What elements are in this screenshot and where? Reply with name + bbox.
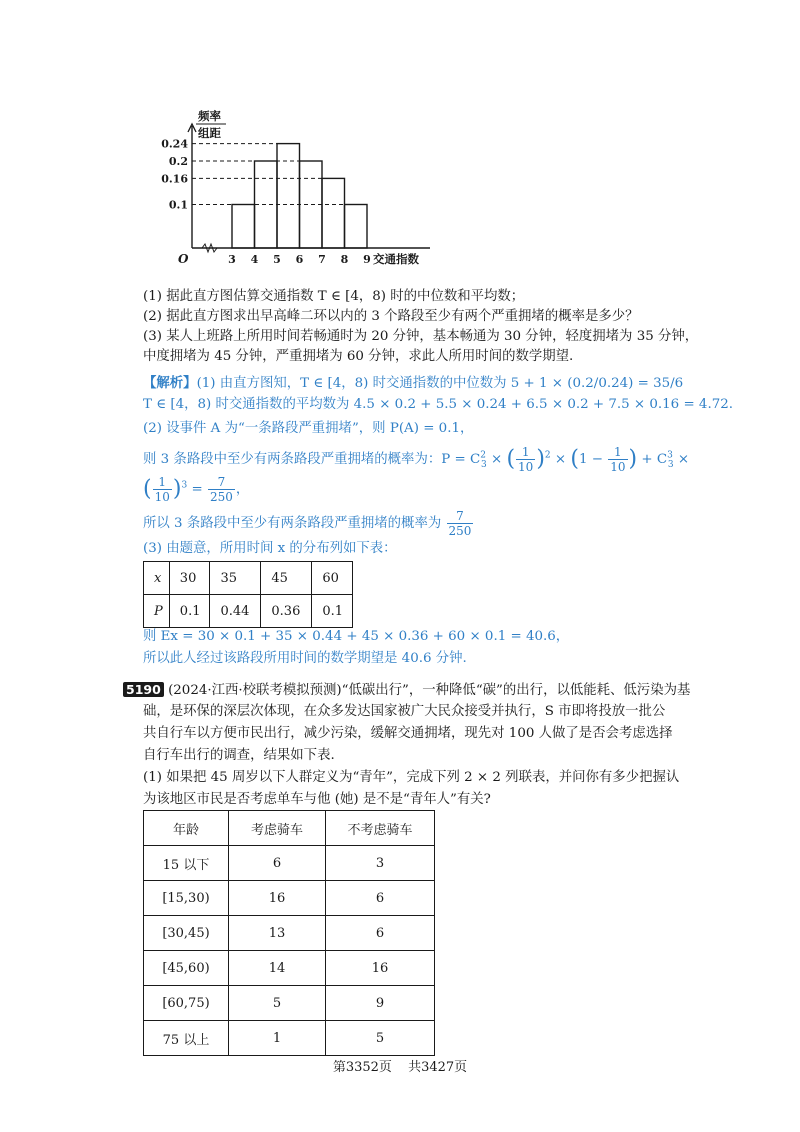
- page-number: 第3352页: [332, 1060, 392, 1075]
- question-3b: 中度拥堵为 45 分钟，严重拥堵为 60 分钟，求此人所用时间的数学期望.: [143, 349, 574, 364]
- table-cell: [30,45): [144, 916, 229, 951]
- comb-sup-1: 2: [480, 450, 486, 461]
- fraction-1-10-c: [153, 476, 172, 503]
- origin-label: O: [178, 252, 189, 266]
- solution-conclusion-2: [143, 510, 474, 537]
- solution-tag: 【解析】: [143, 375, 197, 391]
- table-cell: [45,60): [144, 951, 229, 986]
- table-cell: 45: [261, 562, 312, 595]
- solution-probability-line-2: [143, 476, 249, 503]
- solution-expectation: 则 Ex = 30 × 0.1 + 35 × 0.44 + 45 × 0.36 + 60 × 0.1 = 40.6，: [143, 629, 570, 644]
- solution-step-3: (3) 由题意，所用时间 x 的分布列如下表：: [143, 541, 397, 556]
- y-axis-label-top: 频率: [198, 109, 221, 123]
- times-3: ×: [673, 452, 690, 467]
- table-cell: 0.1: [169, 595, 210, 628]
- frac3-num: 7: [447, 510, 474, 524]
- table-cell: 6: [326, 916, 435, 951]
- y-axis-label-bottom: 组距: [198, 126, 221, 140]
- table-cell: 6: [229, 846, 326, 881]
- histogram-bar: [232, 205, 255, 249]
- times-1: ×: [486, 452, 507, 467]
- plus-c: + C: [637, 452, 668, 467]
- square-sup: 2: [544, 450, 551, 461]
- comb-sub-2: 3: [667, 459, 674, 470]
- problem2-question-1b: 为该地区市民是否考虑单车与他 (她) 是不是“青年人”有关?: [143, 792, 491, 807]
- solution-median: (1) 由直方图知，T ∈ [4，8) 时交通指数的中位数为 5 + 1 × (0.2/0.24) = 35/6: [196, 376, 684, 391]
- table-cell: 35: [210, 562, 261, 595]
- table-header-row: [144, 811, 435, 846]
- table-cell: 15 以下: [144, 846, 229, 881]
- table-cell: 6: [326, 881, 435, 916]
- y-tick-label: 0.1: [168, 198, 188, 212]
- table-cell: 30: [169, 562, 210, 595]
- y-tick-label: 0.24: [161, 137, 188, 151]
- table-cell: 16: [326, 951, 435, 986]
- table-header: 考虑骑车: [229, 811, 326, 846]
- y-tick-label: 0.16: [161, 172, 188, 186]
- x-tick-label: 8: [340, 253, 349, 266]
- table-row: [144, 1021, 435, 1056]
- solution-event-a: (2) 设事件 A 为“一条路段严重拥堵”，则 P(A) = 0.1，: [143, 421, 474, 436]
- x-axis-label: 交通指数: [373, 252, 419, 266]
- x-tick-label: 6: [295, 253, 304, 266]
- problem2-question-1a: (1) 如果把 45 周岁以下人群定义为“青年”，完成下列 2 × 2 列联表，并问你有多少把握认: [143, 770, 680, 785]
- table-cell: 9: [326, 986, 435, 1021]
- x-tick-label: 3: [228, 253, 236, 266]
- frac-num-c: 1: [153, 476, 172, 490]
- fraction-7-250: [208, 476, 235, 503]
- problem2-line-3: 共自行车以方便市民出行，减少污染，缓解交通拥堵，现先对 100 人做了是否会考虑选择: [143, 726, 673, 741]
- distribution-table: [143, 561, 353, 628]
- problem2-line-1: [123, 681, 690, 700]
- x-tick-label: 4: [250, 253, 259, 266]
- problem2-text-1: (2024·江西·校联考模拟预测)“低碳出行”，一种降低“碳”的出行，以低能耗、低污染为基: [168, 683, 691, 698]
- table-cell: [60,75): [144, 986, 229, 1021]
- histogram-bar: [322, 178, 345, 248]
- page-total: 共3427页: [408, 1060, 468, 1075]
- table-cell: 0.36: [261, 595, 312, 628]
- survey-table: [143, 810, 435, 1056]
- table-cell: 0.44: [210, 595, 261, 628]
- cube-sup: 3: [181, 480, 188, 491]
- question-1: (1) 据此直方图估算交通指数 T ∈ [4，8) 时的中位数和平均数；: [143, 289, 525, 304]
- paren-close-3: ): [172, 476, 182, 502]
- table-row: [144, 951, 435, 986]
- y-tick-label: 0.2: [168, 155, 188, 168]
- table-cell: 14: [229, 951, 326, 986]
- equals: =: [187, 482, 207, 497]
- table-cell: 16: [229, 881, 326, 916]
- table-row: [144, 595, 353, 628]
- comb-sub-1: 3: [480, 459, 487, 470]
- frac-num-b: 1: [608, 446, 627, 460]
- histogram-bar: [277, 144, 300, 248]
- table-cell: 5: [229, 986, 326, 1021]
- paren-open-3: (: [143, 476, 152, 502]
- x-tick-label: 7: [318, 253, 326, 266]
- question-3a: (3) 某人上班路上所用时间若畅通时为 20 分钟，基本畅通为 30 分钟，轻度拥堵为 35 分钟，: [143, 329, 699, 344]
- paren-open: (: [506, 446, 516, 472]
- histogram-chart: [160, 108, 440, 268]
- fraction-1-10: [516, 446, 535, 473]
- table-cell: [15,30): [144, 881, 229, 916]
- page-footer: [0, 1056, 800, 1075]
- x-tick-label: 5: [273, 253, 281, 266]
- table-row: [144, 881, 435, 916]
- table-cell: 0.1: [312, 595, 353, 628]
- one-minus: 1 −: [578, 452, 608, 467]
- frac2-den: 250: [209, 490, 233, 504]
- frac-num: 1: [516, 446, 535, 460]
- fraction-1-10-b: [608, 446, 627, 473]
- times-2: ×: [550, 452, 571, 467]
- table-cell: 1: [229, 1021, 326, 1056]
- problem2-line-2: 础，是环保的深层次体现，在众多发达国家被广大民众接受并执行，S 市即将投放一批公: [143, 704, 666, 719]
- table-cell: P: [144, 595, 170, 628]
- paren-close-2: ): [628, 446, 638, 472]
- question-2: (2) 据此直方图求出早高峰二环以内的 3 个路段至少有两个严重拥堵的概率是多少？: [143, 309, 639, 324]
- frac-den-b: 10: [610, 460, 626, 474]
- problem2-line-4: 自行车出行的调查，结果如下表.: [143, 748, 335, 763]
- conclusion-text: 所以 3 条路段中至少有两条路段严重拥堵的概率为: [143, 516, 446, 531]
- table-row: [144, 916, 435, 951]
- chart-layer: [161, 109, 430, 266]
- prob-text: 则 3 条路段中至少有两条路段严重拥堵的概率为：P = C: [143, 452, 481, 467]
- solution-line-1: [143, 374, 683, 393]
- solution-probability-line: [143, 446, 689, 474]
- histogram-bar: [345, 205, 368, 249]
- table-cell: x: [144, 562, 170, 595]
- paren-open-2: (: [570, 446, 579, 472]
- solution-conclusion-3: 所以此人经过该路段所用时间的数学期望是 40.6 分钟.: [143, 651, 467, 666]
- table-row: [144, 986, 435, 1021]
- fraction-7-250-b: [447, 510, 474, 537]
- table-cell: 13: [229, 916, 326, 951]
- paren-close: ): [536, 446, 545, 472]
- comb-sup-2: 3: [667, 450, 673, 461]
- frac-den-c: 10: [154, 490, 170, 504]
- table-cell: 75 以上: [144, 1021, 229, 1056]
- comma: ，: [235, 482, 250, 497]
- table-cell: 3: [326, 846, 435, 881]
- table-header: 不考虑骑车: [326, 811, 435, 846]
- x-tick-label: 9: [363, 253, 371, 266]
- table-cell: 5: [326, 1021, 435, 1056]
- problem-number-badge: 5190: [123, 682, 164, 697]
- table-header: 年龄: [144, 811, 229, 846]
- table-row: [144, 562, 353, 595]
- table-cell: 60: [312, 562, 353, 595]
- solution-mean: T ∈ [4，8) 时交通指数的平均数为 4.5 × 0.2 + 5.5 × 0.24 + 6.5 × 0.2 + 7.5 × 0.16 = 4.72.: [143, 397, 733, 412]
- table-row: [144, 846, 435, 881]
- frac2-num: 7: [208, 476, 235, 490]
- frac3-den: 250: [448, 524, 472, 538]
- frac-den: 10: [518, 460, 534, 474]
